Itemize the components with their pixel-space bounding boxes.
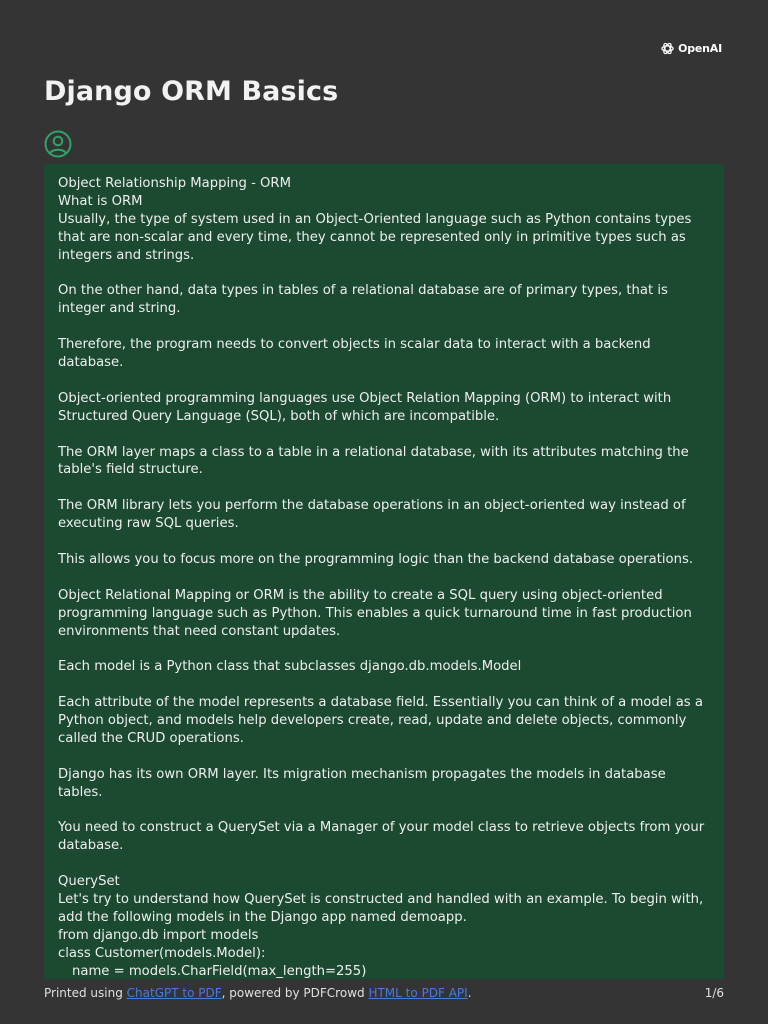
page-number: 1/6 <box>704 986 724 1000</box>
queryset-heading: QuerySet <box>58 874 120 890</box>
openai-logo <box>660 41 722 56</box>
page-title: Django ORM Basics <box>44 76 339 107</box>
message-paragraph: You need to construct a QuerySet via a Manager of your model class to retrieve objects from your database. <box>58 820 705 854</box>
logo-text: OpenAI <box>678 42 722 55</box>
queryset-block <box>58 873 710 979</box>
footer-text: . <box>467 986 472 1000</box>
openai-icon <box>660 41 675 56</box>
message-line: What is ORM <box>58 193 143 209</box>
user-message <box>44 164 724 979</box>
chatgpt-to-pdf-link[interactable]: ChatGPT to PDF <box>126 986 222 1000</box>
code-line: class Customer(models.Model): <box>58 945 266 961</box>
message-paragraph: The ORM library lets you perform the database operations in an object-oriented way instead of executing raw SQL queries. <box>58 498 686 532</box>
message-paragraph: Usually, the type of system used in an Object-Oriented language such as Python contains types that are non-scalar and every time, they cannot be represented only in primitive types such as integers and strings. <box>58 211 692 263</box>
message-paragraph: Therefore, the program needs to convert objects in scalar data to interact with a backend database. <box>58 337 651 371</box>
intro-block <box>58 175 710 265</box>
message-paragraph: This allows you to focus more on the programming logic than the backend database operations. <box>58 551 694 567</box>
message-paragraph: On the other hand, data types in tables of a relational database are of primary types, that is integer and string. <box>58 283 668 317</box>
message-paragraph: Django has its own ORM layer. Its migration mechanism propagates the models in database tables. <box>58 766 666 800</box>
html-to-pdf-api-link[interactable]: HTML to PDF API <box>368 986 468 1000</box>
message-paragraph: Object Relational Mapping or ORM is the ability to create a SQL query using object-oriented programming language such as Python. This enables a quick turnaround time in fast production environments that need constant updates. <box>58 587 692 639</box>
message-paragraph: Let's try to understand how QuerySet is constructed and handled with an example. To begin with, add the following models in the Django app named demoapp. <box>58 892 704 925</box>
message-paragraph: Each model is a Python class that subclasses django.db.models.Model <box>58 659 522 675</box>
user-avatar-icon <box>44 130 72 158</box>
footer-text: Printed using <box>44 986 127 1000</box>
footer-text: , powered by PDFCrowd <box>221 986 369 1000</box>
message-paragraph: Each attribute of the model represents a database field. Essentially you can think of a model as a Python object, and models help developers create, read, update and delete objects, commonly called the CRUD operations. <box>58 695 703 746</box>
code-line: from django.db import models <box>58 927 259 943</box>
code-line: name = models.CharField(max_length=255) <box>72 963 367 979</box>
footer-credit <box>44 986 472 1000</box>
message-paragraph: Object-oriented programming languages use Object Relation Mapping (ORM) to interact with Structured Query Language (SQL), both of which are incompatible. <box>58 390 672 424</box>
message-line: Object Relationship Mapping - ORM <box>58 176 291 191</box>
message-paragraph: The ORM layer maps a class to a table in a relational database, with its attributes matching the table's field structure. <box>58 444 689 478</box>
